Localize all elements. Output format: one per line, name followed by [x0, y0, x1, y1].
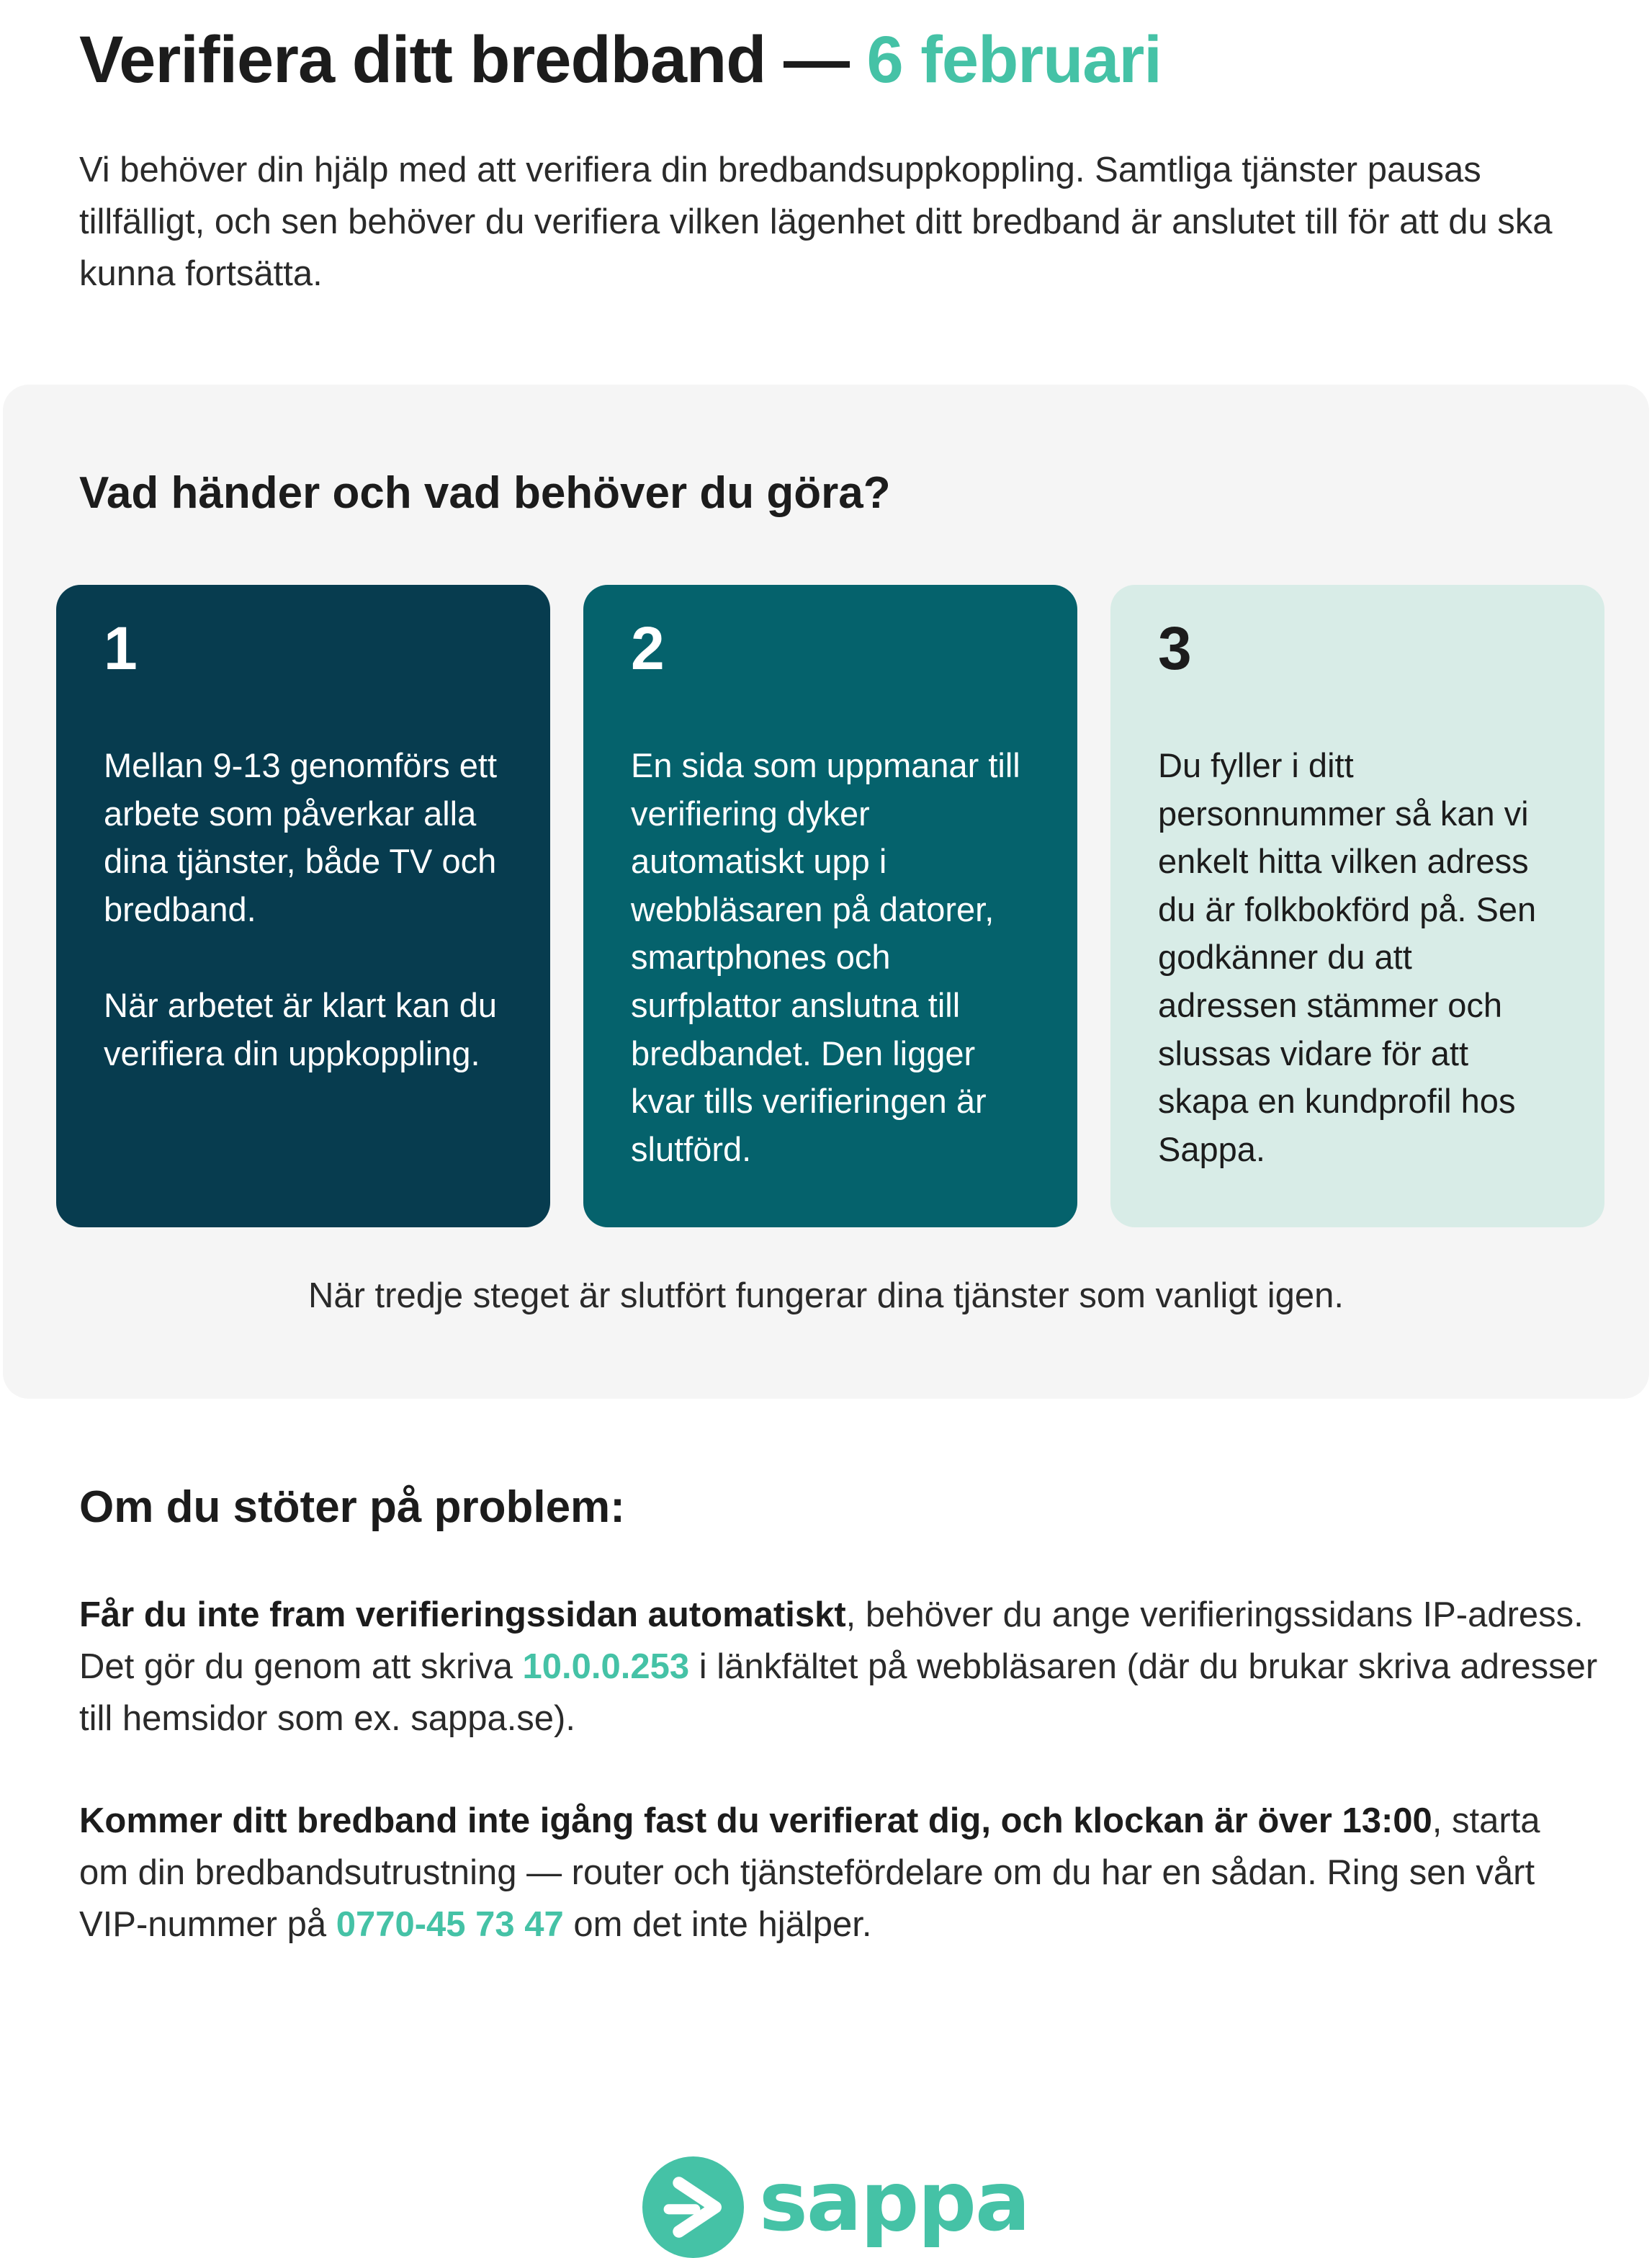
step-number: 1	[104, 614, 138, 682]
step-text: Mellan 9-13 genomförs ett arbete som påverkar alla dina tjänster, både TV och bredband.	[104, 746, 498, 928]
sappa-logo-text: sappa	[759, 2154, 1029, 2249]
title-text: Verifiera ditt bredband —	[79, 23, 849, 97]
ip-address: 10.0.0.253	[522, 1647, 690, 1686]
problem-paragraph-restart	[79, 1795, 1599, 1950]
step-card-2	[583, 585, 1077, 1227]
problem-text: , behöver du ange verifieringssidans IP-adress. Det gör du genom att skriva	[79, 1595, 1584, 1686]
sappa-logo-icon	[642, 2156, 744, 2258]
steps-footer: När tredje steget är slutfört fungerar dina tjänster som vanligt igen.	[307, 1276, 1345, 1315]
title-date: 6 februari	[866, 23, 1162, 97]
step-number: 3	[1158, 614, 1192, 682]
problem-paragraph-ip	[79, 1589, 1599, 1744]
step-text: När arbetet är klart kan du verifiera din uppkoppling.	[104, 985, 497, 1072]
problem-text: om det inte hjälper.	[563, 1905, 872, 1944]
step-text: En sida som uppmanar till verifiering dyker automatiskt upp i webbläsaren på datorer, smartphones och surfplattor anslutna till bredbandet. Den ligger kvar tills verifieringen är slutförd.	[631, 746, 1020, 1168]
problem-bold-lead: Kommer ditt bredband inte igång fast du verifierat dig, och klockan är över 13:00	[79, 1801, 1432, 1840]
steps-panel	[3, 385, 1649, 1399]
problem-bold-lead: Får du inte fram verifieringssidan automatiskt	[79, 1595, 846, 1634]
step-number: 2	[631, 614, 665, 682]
step-text: Du fyller i ditt personnummer så kan vi enkelt hitta vilken adress du är folkbokförd på. Sen godkänner du att adressen stämmer och slussas vidare för att skapa en kundprofil hos Sappa.	[1158, 746, 1537, 1168]
vip-phone-number[interactable]: 0770-45 73 47	[336, 1905, 564, 1944]
sappa-logo	[642, 2154, 1029, 2258]
step-card-3	[1110, 585, 1604, 1227]
steps-heading: Vad händer och vad behöver du göra?	[79, 468, 891, 518]
step-card-1	[56, 585, 550, 1227]
page-title	[79, 20, 1162, 99]
problem-text: i länkfältet på webbläsaren (där du brukar skriva adresser till hemsidor som ex. sappa.se).	[79, 1647, 1598, 1738]
problems-heading: Om du stöter på problem:	[79, 1482, 625, 1532]
intro-text: Vi behöver din hjälp med att verifiera din bredbandsuppkoppling. Samtliga tjänster pausas tillfälligt, och sen behöver du verifiera vilken lägenhet ditt bredband är anslutet till för att du ska kunna fortsätta.	[79, 151, 1553, 293]
problem-text: , starta om din bredbandsutrustning — router och tjänstefördelare om du har en sådan. Ring sen vårt VIP-nummer på	[79, 1801, 1540, 1944]
